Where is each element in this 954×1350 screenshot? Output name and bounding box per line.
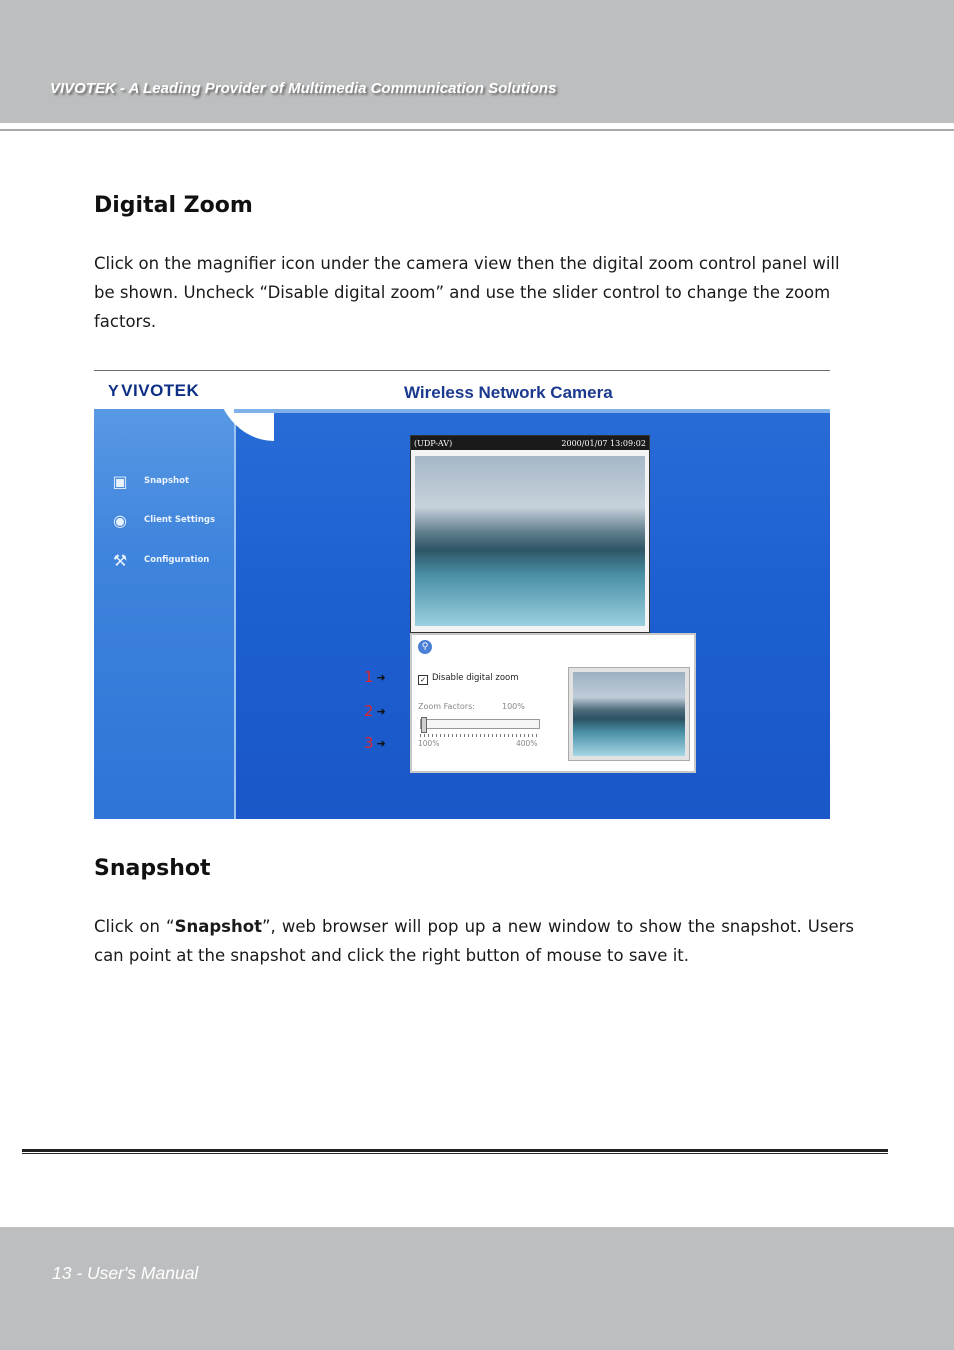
zoom-factor-value: 100% [502,702,525,711]
screenshot-sidebar [94,371,236,819]
digital-zoom-panel [410,633,696,773]
header-band [0,0,954,123]
snapshot-text-suffix: ”, web browser will pop up a new window to show the snapshot. Users can point at the snapshot and click the right button of mouse to save it. [94,917,854,965]
tools-icon: ⚒ [112,550,128,570]
marker-1 [364,668,386,686]
logo-mark-icon: Y [108,383,120,400]
marker-2 [364,702,386,720]
menu-item-snapshot [110,471,189,491]
zoom-preview-image [573,672,685,756]
zoom-factors-label: Zoom Factors: [418,702,475,711]
video-view [410,435,650,633]
footer-band [0,1227,954,1350]
menu-label: Snapshot [144,476,190,486]
video-timestamp: 2000/01/07 13:09:02 [561,438,646,448]
section-heading-snapshot: Snapshot [94,856,211,881]
section-heading-digital-zoom: Digital Zoom [94,193,253,218]
marker-3 [364,734,386,752]
header-rule [0,129,954,131]
disable-digital-zoom-label: Disable digital zoom [432,673,519,683]
arrow-right-icon: ➜ [376,736,386,750]
arrow-right-icon: ➜ [376,670,386,684]
marker-number: 3 [364,734,374,752]
arrow-right-icon: ➜ [376,704,386,718]
disable-digital-zoom-checkbox: ✓ [418,675,428,685]
zoom-slider-thumb [421,717,427,733]
snapshot-text-prefix: Click on “ [94,917,175,936]
slider-min-label: 100% [418,739,440,748]
menu-item-configuration [110,550,209,570]
zoom-slider [420,719,540,729]
slider-max-label: 400% [516,739,538,748]
magnifier-icon: ⚲ [418,640,432,654]
menu-label: Client Settings [144,515,216,525]
video-status-bar [411,436,649,450]
digital-zoom-paragraph: Click on the magnifier icon under the camera view then the digital zoom control panel will be shown. Uncheck “Disable digital zoom” and use the slider control to change the zoom factors. [94,254,840,331]
footer-rule [22,1149,888,1152]
marker-number: 2 [364,702,374,720]
app-title: Wireless Network Camera [404,383,613,402]
snapshot-bold-term: Snapshot [174,917,262,936]
video-stream-type: (UDP-AV) [414,438,453,448]
page-number-label: 13 - User's Manual [52,1263,199,1283]
menu-label: Configuration [144,555,210,565]
header-title: VIVOTEK - A Leading Provider of Multimedia Communication Solutions [50,80,557,97]
settings-disc-icon: ◉ [113,510,127,530]
footer-rule-thin [22,1153,888,1154]
camera-icon: ▣ [112,471,128,491]
camera-ui-screenshot [94,370,830,819]
marker-number: 1 [364,668,374,686]
snapshot-paragraph [94,912,854,970]
vivotek-logo [108,381,199,401]
screenshot-topbar-line [234,409,830,413]
logo-text: VIVOTEK [121,381,200,400]
harbor-video-image [415,456,645,626]
zoom-slider-ticks [420,734,538,737]
menu-item-client-settings [110,510,215,530]
zoom-preview [568,667,690,761]
